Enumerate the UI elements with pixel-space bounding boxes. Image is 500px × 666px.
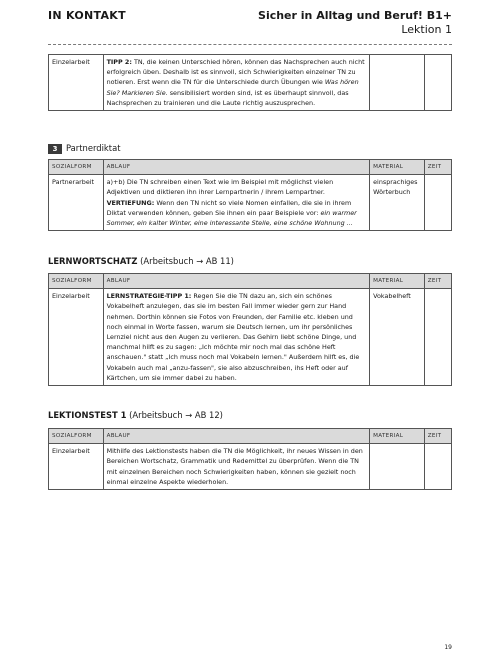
- header-zeit: ZEIT: [424, 160, 451, 175]
- heading-bold: LEKTIONSTEST 1: [48, 410, 127, 420]
- section-number: 3: [48, 144, 62, 154]
- table-lektionstest: [48, 428, 452, 490]
- tip-label: TIPP 2:: [106, 58, 132, 66]
- cell-sozialform: Einzelarbeit: [49, 444, 104, 490]
- section-title: Partnerdiktat: [66, 143, 121, 153]
- table-row: [49, 55, 452, 111]
- cell-sozialform: Partnerarbeit: [49, 175, 104, 231]
- heading-bold: LERNWORTSCHATZ: [48, 256, 138, 266]
- cell-zeit: [424, 289, 451, 386]
- cell-sozialform: Einzelarbeit: [49, 55, 104, 111]
- header-series-title: IN KONTAKT: [48, 9, 126, 22]
- cell-ablauf: [103, 289, 370, 386]
- heading-rest: (Arbeitsbuch → AB 11): [137, 256, 234, 266]
- header-ablauf: ABLAUF: [103, 160, 370, 175]
- page-number: 19: [444, 644, 452, 651]
- tip-text-b: sensibilisiert worden sind, ist es überhaupt sinnvoll, das Nachsprechen zu trainieren und die Laute richtig auszusprechen.: [106, 88, 349, 107]
- cell-sozialform: Einzelarbeit: [49, 289, 104, 386]
- header-ablauf: ABLAUF: [103, 429, 370, 444]
- header-zeit: ZEIT: [424, 274, 451, 289]
- cell-zeit: [424, 55, 451, 111]
- lektionstest-heading: [48, 410, 223, 421]
- ablauf-text-italic: ein warmer Sommer, ein kalter Winter, eine interessante Stelle, eine schöne Wohnung ...: [106, 208, 357, 228]
- tip-text-a: TN, die keinen Unterschied hören, können das Nachsprechen auch nicht erfolgreich üben. Deshalb ist es sinnvoll, sich Schwierigkeiten einzelner TN zu notieren. Erst wenn die TN für die Unterschiede durch Übungen wie: [106, 58, 365, 87]
- header-sozialform: SOZIALFORM: [49, 429, 104, 444]
- cell-material: Vokabelheft: [370, 289, 425, 386]
- cell-zeit: [424, 444, 451, 490]
- table-row: [49, 175, 452, 231]
- header-book-title: Sicher in Alltag und Beruf! B1+: [258, 9, 452, 22]
- strategie-label: LERNSTRATEGIE-TIPP 1:: [106, 292, 192, 301]
- ablauf-text-a: a)+b) Die TN schreiben einen Text wie im Beispiel mit möglichst vielen Adjektiven und diktieren ihn ihrer Lernpartnerin / ihrem Lernpartner.: [106, 178, 334, 197]
- section-3-heading: [48, 143, 120, 154]
- strategie-text: Regen Sie die TN dazu an, sich ein schönes Vokabelheft anzulegen, das sie im besten Fall immer wieder gern zur Hand nehmen. Dorthin können sie Fotos von Freunden, der Familie etc. kleben und noch einmal in Worte fassen, warum sie Deutsch lernen, um ihr persönliches Lernziel nicht aus den Augen zu verlieren. Das Gehirn liebt schöne Dinge, und manchmal hilft es zu sagen: „Ich möchte mir noch mal das schöne Heft anschauen." statt „Ich muss noch mal Vokabeln lernen." Außerdem hilft es, die Vokabeln auch mal „anzu-fassen", sie also abzuschreiben, ihs Heft oder auf Kärtchen, um sie immer dabei zu haben.: [106, 292, 360, 382]
- header-zeit: ZEIT: [424, 429, 451, 444]
- cell-zeit: [424, 175, 451, 231]
- ablauf-text-b: Wenn den TN nicht so viele Nomen einfallen, die sie in ihrem Diktat verwenden können, geben Sie ihnen ein paar Beispiele vor:: [106, 198, 352, 217]
- header-sozialform: SOZIALFORM: [49, 160, 104, 175]
- lernwortschatz-heading: [48, 256, 234, 267]
- table-tipp2: [48, 54, 452, 111]
- table-row: [49, 444, 452, 490]
- header-lesson: Lektion 1: [401, 23, 452, 36]
- cell-material: [370, 55, 425, 111]
- table-header-row: [49, 160, 452, 175]
- heading-rest: (Arbeitsbuch → AB 12): [126, 410, 223, 420]
- header-divider: [48, 44, 452, 45]
- table-header-row: [49, 274, 452, 289]
- table-lernwortschatz: [48, 273, 452, 386]
- cell-material: [370, 444, 425, 490]
- cell-ablauf: [103, 55, 370, 111]
- header-material: MATERIAL: [370, 160, 425, 175]
- header-ablauf: ABLAUF: [103, 274, 370, 289]
- header-material: MATERIAL: [370, 429, 425, 444]
- table-row: [49, 289, 452, 386]
- cell-ablauf: Mithilfe des Lektionstests haben die TN die Möglichkeit, ihr neues Wissen in den Bereichen Wortschatz, Grammatik und Redemittel zu überprüfen. Wenn die TN mit einzelnen Bereichen noch Schwierigkeiten haben, können sie gezielt noch einmal einzelne Aspekte wiederholen.: [103, 444, 370, 490]
- header-sozialform: SOZIALFORM: [49, 274, 104, 289]
- tip-text-italic: Was hören Sie? Markieren Sie.: [106, 78, 359, 97]
- table-header-row: [49, 429, 452, 444]
- table-partnerdiktat: [48, 159, 452, 231]
- header-book-info: [258, 9, 452, 37]
- vertiefung-label: VERTIEFUNG:: [106, 198, 155, 207]
- header-material: MATERIAL: [370, 274, 425, 289]
- cell-ablauf: [103, 175, 370, 231]
- cell-material: einsprachiges Wörterbuch: [370, 175, 425, 231]
